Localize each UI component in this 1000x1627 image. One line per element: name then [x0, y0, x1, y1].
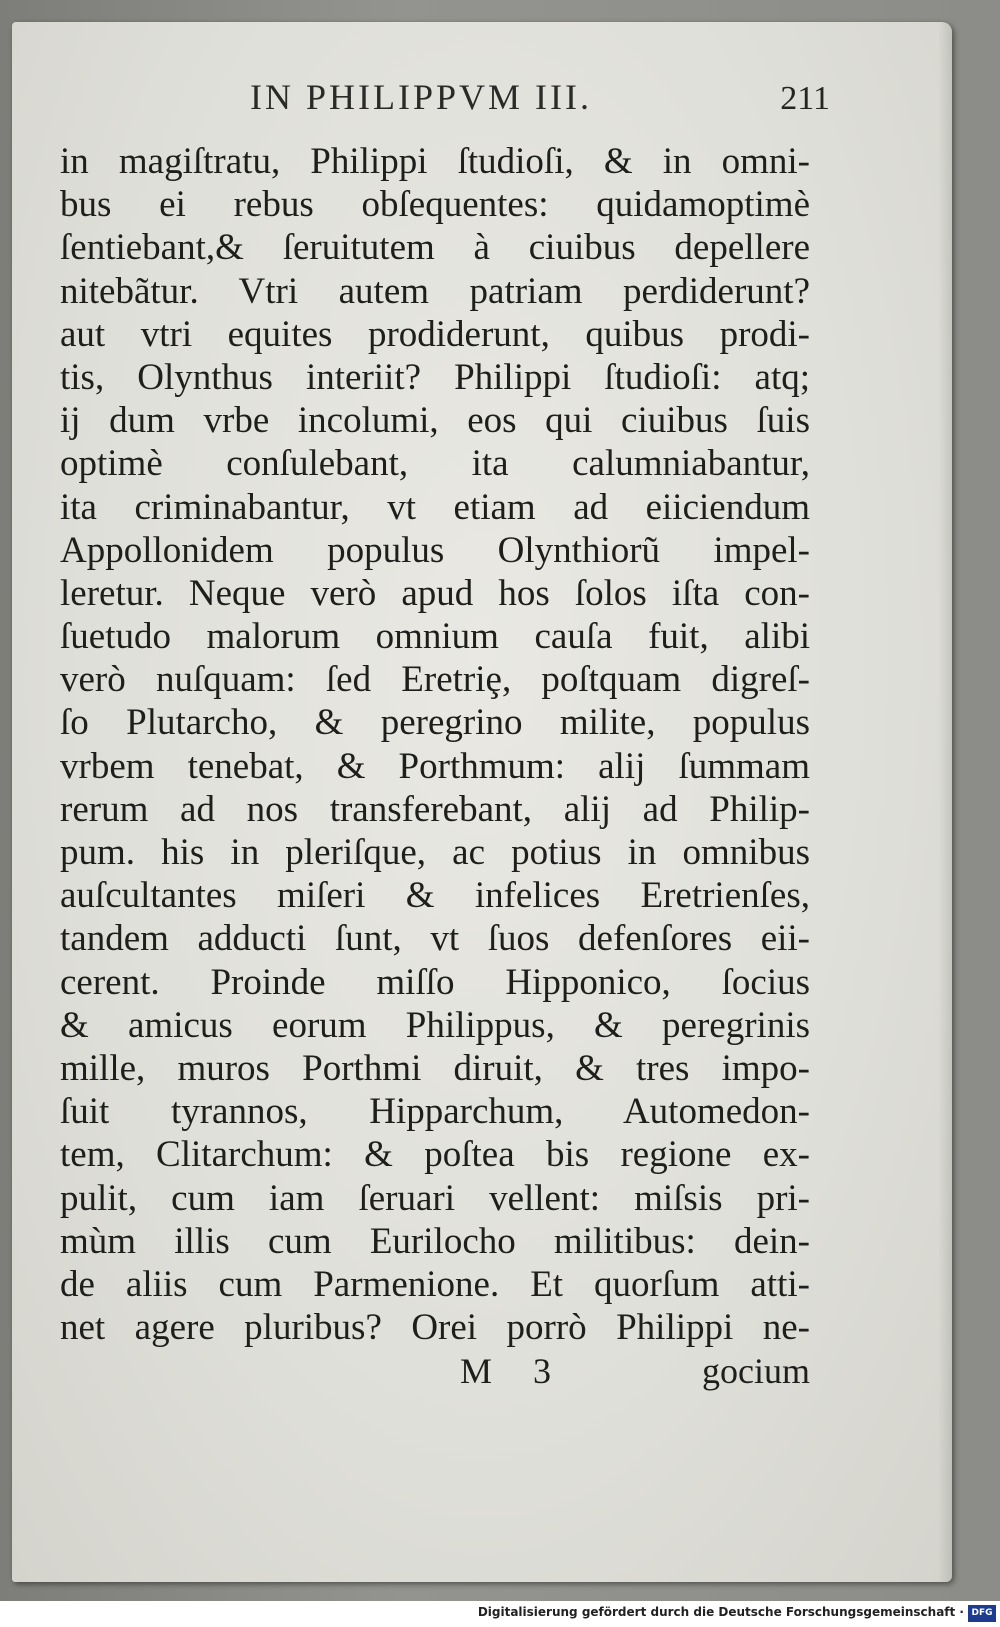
text-line: nitebãtur. Vtri autem patriam perdiderunt? [60, 270, 810, 312]
text-line: tis, Olynthus interiit? Philippi ſtudioſi: atq; [60, 356, 810, 398]
text-line: & amicus eorum Philippus, & peregrinis [60, 1004, 810, 1046]
text-line: de aliis cum Parmenione. Et quorſum atti- [60, 1263, 810, 1305]
dfg-logo-icon: DFG [968, 1605, 996, 1622]
funding-credit: Digitalisierung gefördert durch die Deutsche Forschungsgemeinschaft · [477, 1605, 964, 1619]
text-line: tandem adducti ſunt, vt ſuos defenſores eii- [60, 918, 810, 960]
text-line: aut vtri equites prodiderunt, quibus prodi- [60, 313, 810, 355]
signature-mark: M 3 [460, 1351, 568, 1391]
text-line: tem, Clitarchum: & poſtea bis regione ex- [60, 1134, 810, 1176]
text-line: optimè conſulebant, ita calumniabantur, [60, 443, 810, 485]
text-line: pulit, cum iam ſeruari vellent: miſsis pri- [60, 1177, 810, 1219]
text-line: mùm illis cum Eurilocho militibus: dein- [60, 1220, 810, 1262]
text-line: ſo Plutarcho, & peregrino milite, populus [60, 702, 810, 744]
text-line: ſuit tyrannos, Hipparchum, Automedon- [60, 1091, 810, 1133]
text-line: ij dum vrbe incolumi, eos qui ciuibus ſuis [60, 400, 810, 442]
text-line: ſuetudo malorum omnium cauſa fuit, alibi [60, 616, 810, 658]
page-header [50, 76, 830, 136]
text-line: mille, muros Porthmi diruit, & tres impo- [60, 1047, 810, 1089]
page-number: 211 [780, 80, 830, 117]
catchword: gocium [702, 1351, 810, 1391]
text-line: net agere pluribus? Orei porrò Philippi ne- [60, 1307, 810, 1349]
text-line: leretur. Neque verò apud hos ſolos iſta con- [60, 572, 810, 614]
text-line: auſcultantes miſeri & infelices Eretrienſes, [60, 875, 810, 917]
page-edge-shadow [938, 22, 952, 1582]
text-line: in magiſtratu, Philippi ſtudioſi, & in omni- [60, 141, 810, 182]
text-line: rerum ad nos transferebant, alij ad Philip- [60, 788, 810, 830]
running-head: IN PHILIPPVM III. [250, 77, 592, 117]
credit-bar [0, 1601, 1000, 1627]
text-line: cerent. Proinde miſſo Hipponico, ſocius [60, 961, 810, 1003]
text-line: ita criminabantur, vt etiam ad eiiciendum [60, 486, 810, 528]
text-line: pum. his in pleriſque, ac potius in omnibus [60, 832, 810, 873]
body-text [60, 140, 810, 1349]
text-line: verò nuſquam: ſed Eretriȩ, poſtquam digreſ- [60, 659, 810, 701]
text-line: Appollonidem populus Olynthiorũ impel- [60, 529, 810, 571]
text-line: vrbem tenebat, & Porthmum: alij ſummam [60, 745, 810, 787]
text-line: bus ei rebus obſequentes: quidamoptimè [60, 184, 810, 226]
page-footer [60, 1350, 810, 1400]
text-line: ſentiebant,& ſeruitutem à ciuibus depellere [60, 227, 810, 269]
